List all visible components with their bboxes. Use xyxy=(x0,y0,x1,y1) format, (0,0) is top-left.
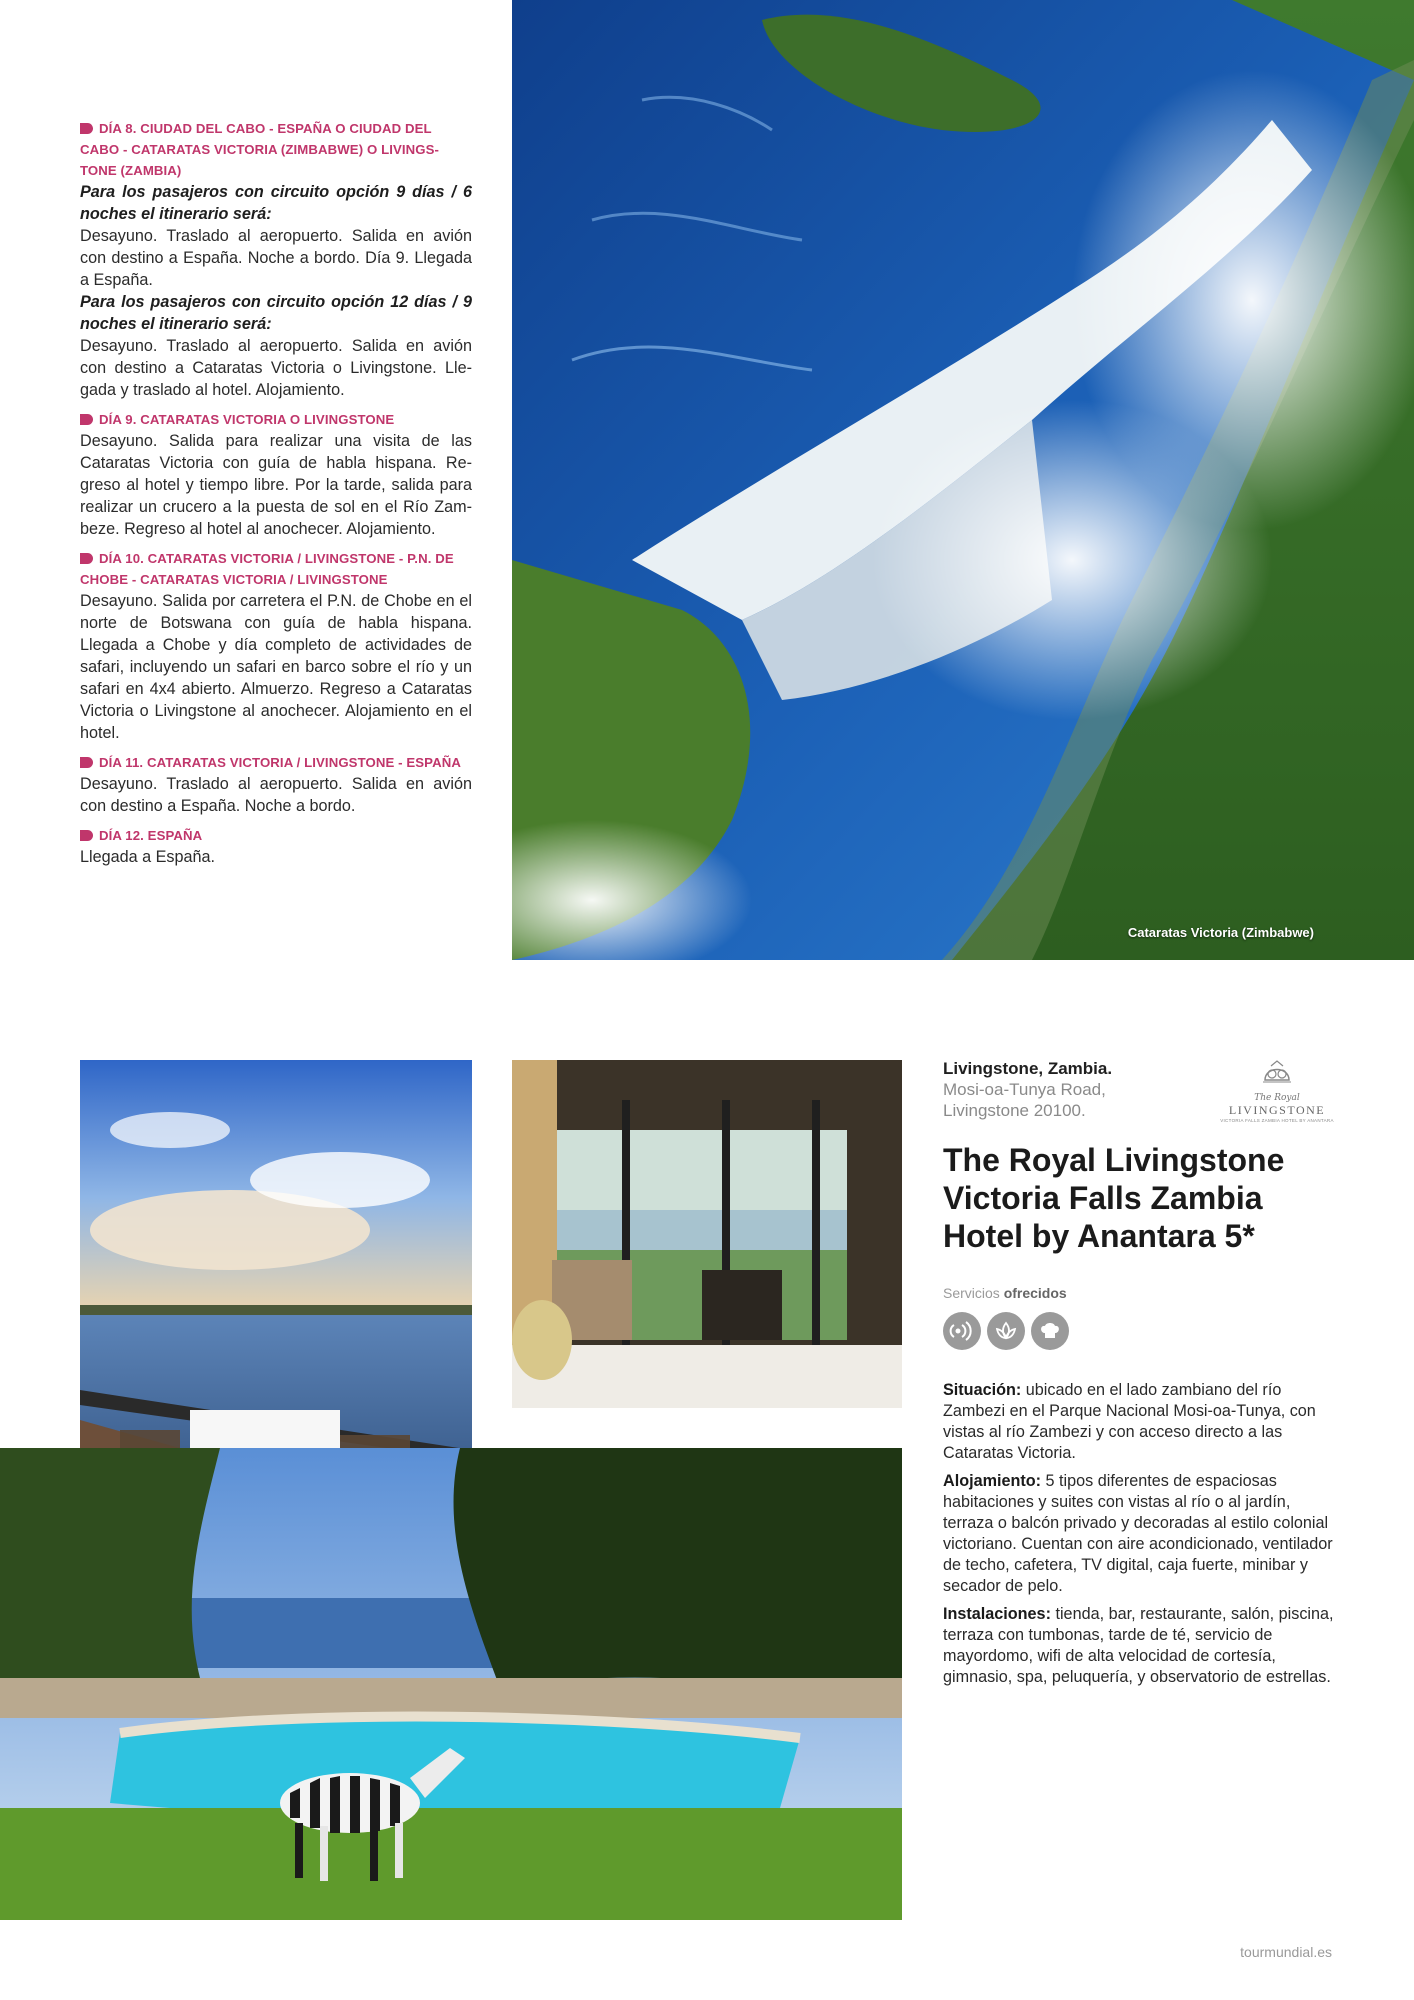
hotel-room-photo xyxy=(512,1060,902,1408)
day-11-block xyxy=(80,752,472,817)
logo-sub-text: VICTORIA FALLS ZAMBIA HOTEL BY ANANTARA xyxy=(1220,1118,1334,1123)
restaurant-chef-icon xyxy=(1031,1312,1069,1350)
day-10-text: Desayuno. Salida por carretera el P.N. de Chobe en el norte de Botswana con guía de habla hispana. Llegada a Chobe y día completo de actividades de safari, incluyendo un safari en barco sobre el río y un safari en 4x4 abierto. Almuerzo. Regreso a Cataratas Victoria o Livingstone al anochecer. Alojamiento en el hotel. xyxy=(80,592,472,742)
spa-lotus-icon xyxy=(987,1312,1025,1350)
day-9-text: Desayuno. Salida para realizar una visita de las Cataratas Victoria con guía de habla hispana. Re-greso al hotel y tiempo libre. Por la tarde, salida para realizar un crucero a la puesta de sol en el Río Zam-beze. Regreso al hotel al anochecer. Alojamiento. xyxy=(80,432,472,538)
wifi-icon xyxy=(943,1312,981,1350)
hotel-address-line1: Mosi-oa-Tunya Road, xyxy=(943,1080,1106,1099)
day-8-block xyxy=(80,118,472,401)
bullet-icon xyxy=(80,757,93,768)
day-12-text: Llegada a España. xyxy=(80,848,216,866)
day-12-block xyxy=(80,825,472,868)
hotel-name: The Royal Livingstone Victoria Falls Zambia Hotel by Anantara 5* xyxy=(943,1142,1285,1254)
day-8-text xyxy=(80,181,472,401)
bullet-icon xyxy=(80,123,93,134)
day-8-heading: DÍA 8. CIUDAD DEL CABO - ESPAÑA O CIUDAD DEL CABO - CATARATAS VICTORIA (ZIMBABWE) O LIVINGS-TONE (ZAMBIA) xyxy=(80,121,440,178)
victoria-falls-photo xyxy=(512,0,1414,960)
itinerary-column xyxy=(80,118,472,876)
logo-script-text: The Royal xyxy=(1254,1093,1300,1103)
day-10-heading: DÍA 10. CATARATAS VICTORIA / LIVINGSTONE - P.N. DE CHOBE - CATARATAS VICTORIA / LIVINGSTONE xyxy=(80,551,454,587)
services-label: Servicios ofrecidos xyxy=(943,1285,1067,1301)
option-12-days-text: Desayuno. Traslado al aeropuerto. Salida en avión con destino a Cataratas Victoria o Livingstone. Lle-gada y traslado al hotel. Alojamiento. xyxy=(80,337,472,399)
option-9-days-title: Para los pasajeros con circuito opción 9 días / 6 noches el itinerario será: xyxy=(80,183,472,223)
hotel-info xyxy=(943,1058,1343,1695)
falls-caption: Cataratas Victoria (Zimbabwe) xyxy=(1127,925,1314,940)
day-9-heading: DÍA 9. CATARATAS VICTORIA O LIVINGSTONE xyxy=(80,409,472,430)
services-icons xyxy=(943,1312,1343,1350)
bullet-icon xyxy=(80,830,93,841)
hotel-address-line2: Livingstone 20100. xyxy=(943,1101,1086,1120)
logo-main-text: LIVINGSTONE xyxy=(1228,1103,1326,1117)
day-10-block xyxy=(80,548,472,744)
day-11-text: Desayuno. Traslado al aeropuerto. Salida en avión con destino a España. Noche a bordo. xyxy=(80,775,472,815)
hotel-city: Livingstone, Zambia. xyxy=(943,1059,1113,1078)
instalaciones-paragraph: Instalaciones: tienda, bar, restaurante, salón, piscina, terraza con tumbonas, tarde de té, servicio de mayordomo, wifi de alta velocidad de cortesía, gimnasio, spa, peluquería, y observatorio de estrellas. xyxy=(943,1605,1334,1686)
day-9-block xyxy=(80,409,472,540)
day-11-heading: DÍA 11. CATARATAS VICTORIA / LIVINGSTONE - ESPAÑA xyxy=(80,752,472,773)
bullet-icon xyxy=(80,553,93,564)
bullet-icon xyxy=(80,414,93,425)
option-12-days-title: Para los pasajeros con circuito opción 12 días / 9 noches el itinerario será: xyxy=(80,293,472,333)
day-12-heading: DÍA 12. ESPAÑA xyxy=(80,825,472,846)
hotel-description xyxy=(943,1380,1343,1688)
situacion-paragraph: Situación: ubicado en el lado zambiano del río Zambezi en el Parque Nacional Mosi-oa-Tunya, con vistas al río Zambezi y con acceso directo a las Cataratas Victoria. xyxy=(943,1381,1316,1462)
alojamiento-paragraph: Alojamiento: 5 tipos diferentes de espaciosas habitaciones y suites con vistas al río o al jardín, terraza o balcón privado y decoradas al estilo colonial victoriano. Cuentan con aire acondicionado, ventilador de techo, cafetera, TV digital, caja fuerte, minibar y secador de pelo. xyxy=(943,1472,1333,1595)
option-9-days-text: Desayuno. Traslado al aeropuerto. Salida en avión con destino a España. Noche a bordo. Día 9. Llegada a España. xyxy=(80,227,472,289)
website-url: tourmundial.es xyxy=(1240,1944,1332,1960)
pool-zebra-photo xyxy=(0,1448,902,1920)
